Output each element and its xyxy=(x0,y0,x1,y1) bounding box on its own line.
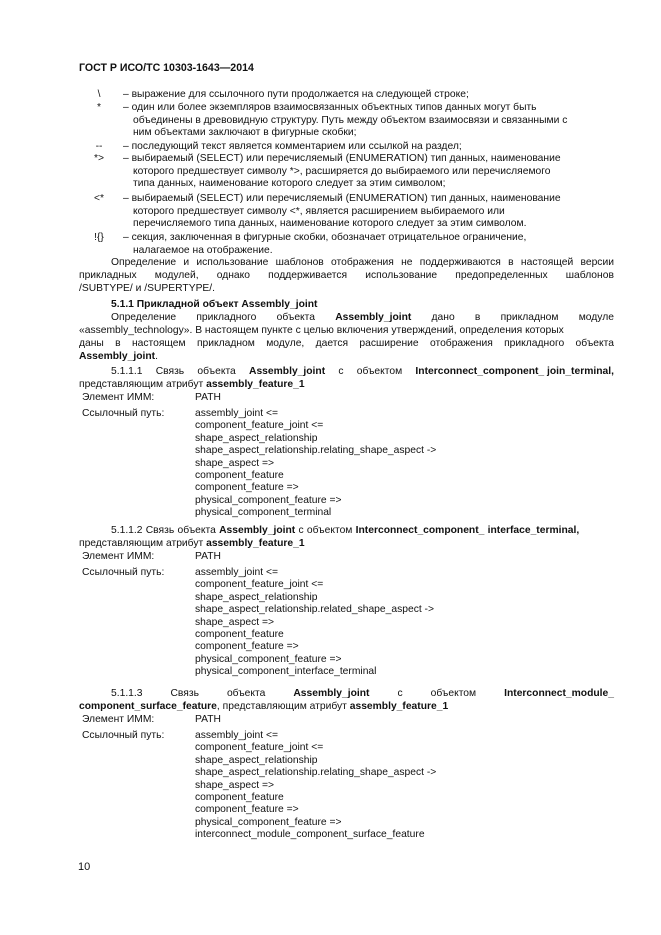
reference-path-label: Ссылочный путь: xyxy=(82,730,165,741)
para-line xyxy=(79,270,614,283)
word: шаблонов xyxy=(565,270,614,281)
bold-term: Assembly_joint xyxy=(79,351,156,362)
word: в xyxy=(115,338,121,349)
imm-element-value: PATH xyxy=(195,714,221,725)
legend-text: – выбираемый (SELECT) или перечисляемый (ENUMERATION) тип данных, наименование xyxy=(123,153,561,164)
reference-path-line: assembly_joint <= xyxy=(195,408,278,419)
reference-path-line: assembly_joint <= xyxy=(195,567,278,578)
reference-path-line: shape_aspect => xyxy=(195,457,275,469)
word: объекта xyxy=(226,688,266,699)
reference-path-line: component_feature xyxy=(195,792,284,803)
reference-path-line: shape_aspect_relationship xyxy=(195,591,318,603)
reference-path-label: Ссылочный путь: xyxy=(82,567,165,578)
word: в xyxy=(474,312,481,323)
word: модуле xyxy=(578,312,614,323)
word: использование xyxy=(365,270,438,281)
legend-symbol: \ xyxy=(97,89,101,100)
word: модулей, xyxy=(154,270,199,281)
word: прикладном xyxy=(500,312,559,323)
reference-path-line: shape_aspect_relationship.related_shape_aspect -> xyxy=(195,604,435,616)
definition-line: «assembly_technology». В настоящем пункте с целью включения утверждений, определения которых xyxy=(79,325,564,336)
imm-element-label: Элемент ИММ: xyxy=(82,714,155,725)
legend-text-cont: типа данных, наименование которого следует за этим символом; xyxy=(133,178,446,190)
reference-path-line: component_feature_joint <= xyxy=(195,420,324,432)
word: отображения xyxy=(429,338,493,349)
mapping-heading-cont xyxy=(79,701,448,714)
reference-path-label: Ссылочный путь: xyxy=(82,408,165,419)
reference-path-line: component_feature => xyxy=(195,804,299,816)
word: с xyxy=(338,366,344,377)
word: Interconnect_module_ xyxy=(504,688,614,699)
word: с xyxy=(397,688,403,699)
word: использование xyxy=(196,257,269,268)
legend-symbol: *> xyxy=(93,153,105,164)
bold-term: Assembly_joint xyxy=(215,525,296,536)
mapping-heading xyxy=(111,525,614,538)
reference-path-line: component_feature_joint <= xyxy=(195,579,324,591)
word: предопределенных xyxy=(455,270,548,281)
word: объекта xyxy=(197,366,236,377)
word: настоящей xyxy=(520,257,574,268)
text-run: , представляющим атрибут xyxy=(216,701,350,712)
section-title: 5.1.1 Прикладной объект Assembly_joint xyxy=(111,299,318,310)
legend-symbol: * xyxy=(96,102,101,113)
legend-text: – секция, заключенная в фигурные скобки, обозначает отрицательное ограничение, xyxy=(123,232,527,243)
reference-path-line: shape_aspect_relationship.relating_shape_aspect -> xyxy=(195,767,437,779)
word: не xyxy=(401,257,413,268)
text-run: представляющим атрибут xyxy=(79,379,207,390)
word: прикладного xyxy=(196,312,257,323)
legend-text-cont: объединены в древовидную структуру. Путь между объектом взаимосвязи и связанными с xyxy=(133,114,568,126)
legend-text: – последующий текст является комментарием или ссылкой на раздел; xyxy=(123,141,462,152)
word: даны xyxy=(79,338,104,349)
legend-text-cont: перечисляемого типа данных, наименование которого следует за этим символом. xyxy=(133,218,527,230)
reference-path-line: assembly_joint <= xyxy=(195,730,278,741)
reference-path-line: physical_component_interface_terminal xyxy=(195,666,377,678)
para-line xyxy=(111,257,614,270)
word: 5.1.1.1 xyxy=(111,366,143,377)
mapping-heading-cont xyxy=(79,379,305,392)
reference-path-line: interconnect_module_component_surface_feature xyxy=(195,829,425,841)
bold-term: Interconnect_component_ interface_terminal, xyxy=(352,525,580,536)
word: Связь xyxy=(170,688,199,699)
word: поддерживаются xyxy=(419,257,501,268)
reference-path-line: shape_aspect_relationship.relating_shape_aspect -> xyxy=(195,445,437,457)
para-line: /SUBTYPE/ и /SUPERTYPE/. xyxy=(79,283,216,294)
bold-term: component_surface_feature xyxy=(79,701,217,712)
reference-path-line: shape_aspect_relationship xyxy=(195,754,318,766)
mapping-heading xyxy=(111,688,614,701)
text-run: представляющим атрибут xyxy=(79,538,207,549)
reference-path-line: physical_component_feature => xyxy=(195,653,342,665)
word: версии xyxy=(580,257,614,268)
reference-path-line: shape_aspect => xyxy=(195,779,275,791)
reference-path-line: component_feature => xyxy=(195,482,299,494)
definition-line xyxy=(79,351,158,364)
word: Связь xyxy=(155,366,185,377)
word: Assembly_joint xyxy=(249,366,326,377)
legend-text-cont: которого предшествует символу <*, является расширением выбираемого или xyxy=(133,205,505,217)
word: дано xyxy=(431,312,455,323)
word: прикладных xyxy=(79,270,137,281)
bold-term: assembly_feature_1 xyxy=(206,379,305,390)
reference-path-line: component_feature => xyxy=(195,641,299,653)
word: расширение xyxy=(359,338,419,349)
word: Определение xyxy=(111,312,177,323)
imm-element-label: Элемент ИММ: xyxy=(82,551,155,562)
legend-text: – выбираемый (SELECT) или перечисляемый (ENUMERATION) тип данных, наименование xyxy=(123,193,561,204)
legend-text: – выражение для ссылочного пути продолжается на следующей строке; xyxy=(123,89,469,100)
word: Определение xyxy=(111,257,177,268)
word: объекта xyxy=(575,338,614,349)
definition-line xyxy=(111,312,614,325)
word: шаблонов xyxy=(275,257,324,268)
reference-path-line: physical_component_terminal xyxy=(195,507,332,519)
word: Assembly_joint xyxy=(335,312,412,323)
word: Assembly_joint xyxy=(293,688,370,699)
reference-path-line: component_feature_joint <= xyxy=(195,742,324,754)
legend-text: – один или более экземпляров взаимосвязанных объектных типов данных могут быть xyxy=(123,102,537,113)
mapping-heading xyxy=(111,366,614,379)
legend-text-cont: ним объектами заключают в фигурные скобки; xyxy=(133,127,357,139)
bold-term: assembly_feature_1 xyxy=(349,701,449,712)
imm-element-label: Элемент ИММ: xyxy=(82,392,155,403)
word: объектом xyxy=(356,366,403,377)
word: настоящем xyxy=(131,338,186,349)
document-header: ГОСТ Р ИСО/ТС 10303-1643—2014 xyxy=(79,62,254,74)
word: модуле, xyxy=(266,338,305,349)
word: отображения xyxy=(331,257,394,268)
reference-path-line: shape_aspect => xyxy=(195,616,275,628)
word: дается xyxy=(315,338,349,349)
definition-line xyxy=(79,338,614,351)
reference-path-line: component_feature xyxy=(195,629,284,640)
reference-path-line: physical_component_feature => xyxy=(195,816,342,828)
page-number: 10 xyxy=(78,861,91,873)
legend-symbol: -- xyxy=(95,141,103,152)
text-run: 5.1.1.2 Связь объекта xyxy=(111,525,216,536)
word: объектом xyxy=(430,688,477,699)
legend-text-cont: налагаемое на отображение. xyxy=(133,244,273,256)
legend-symbol: !{} xyxy=(94,232,104,243)
word: 5.1.1.3 xyxy=(111,688,143,699)
word: прикладном xyxy=(196,338,255,349)
word: однако xyxy=(216,270,251,281)
word: Interconnect_component_ join_terminal, xyxy=(415,366,614,377)
word: в xyxy=(508,257,514,268)
reference-path-line: component_feature xyxy=(195,470,284,481)
bold-term: assembly_feature_1 xyxy=(206,538,305,549)
text-run: с объектом xyxy=(295,525,353,536)
word: объекта xyxy=(276,312,316,323)
word: прикладного xyxy=(504,338,565,349)
word: поддерживается xyxy=(268,270,348,281)
text-run: . xyxy=(155,351,158,362)
legend-text-cont: которого предшествует символу *>, расширяется до выбираемого или перечисляемого xyxy=(133,165,551,177)
reference-path-line: shape_aspect_relationship xyxy=(195,432,318,444)
legend-symbol: <* xyxy=(93,193,105,204)
word: и xyxy=(183,257,190,268)
reference-path-line: physical_component_feature => xyxy=(195,494,342,506)
imm-element-value: PATH xyxy=(195,392,221,403)
mapping-heading-cont xyxy=(79,538,305,551)
imm-element-value: PATH xyxy=(195,551,221,562)
